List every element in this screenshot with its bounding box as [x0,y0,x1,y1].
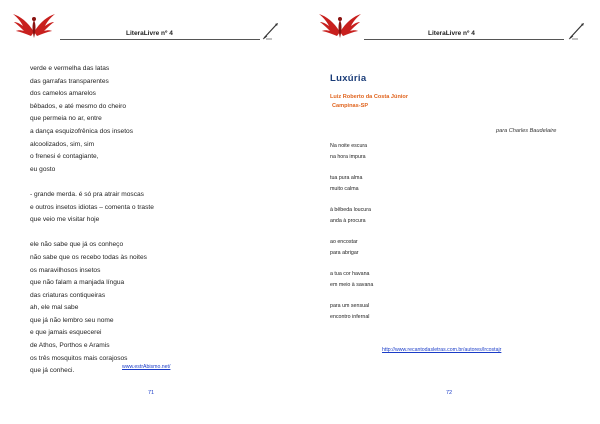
poem-line: bêbados, e até mesmo do cheiro [30,102,127,110]
stanza-break [330,290,530,301]
poem-line: os três mosquitos mais corajosos [30,354,128,362]
poem-line: à bêbeda loucura [330,207,371,213]
poem-line: anda à procura [330,217,366,224]
header-title: LiteraLivre nº 4 [428,30,475,37]
poem-line: alcoolizados, sim, sim [30,140,95,148]
stanza-break [330,162,530,173]
poem-line: os maravilhosos insetos [30,266,101,274]
poem-line: em meio à savana [330,281,374,288]
winged-logo-icon [318,10,362,40]
poem-line: e outros insetos idiotas – comenta o traste [30,203,154,211]
poem-line: que permeia no ar, entre [30,115,102,123]
page-number: 71 [148,390,155,396]
stanza-break [330,226,530,237]
poem-line: na hora impura [330,153,366,160]
poem-line: ele não sabe que já os conheço [30,241,124,249]
poem-line: a tua cor havana [330,271,370,277]
source-link[interactable]: www.estrAbismo.net/ [122,364,171,370]
author-city: Campinas-SP [332,103,369,109]
page-number: 72 [446,390,453,396]
poem-text [30,63,270,378]
author-name: Luiz Roberto da Costa Júnior [330,94,409,100]
source-link[interactable]: http://www.recantodasletras.com.br/autores/lrcostajr [382,347,502,353]
poem-line: das garrafas transparentes [30,77,109,85]
poem-line: ao encostar [330,239,358,245]
poem-line: que já conheci. [30,367,75,375]
poem-line: que já não lembro seu nome [30,316,114,324]
poem-line: - grande merda. é só pra atrair moscas [30,190,144,198]
poem-line: não sabe que os recebo todas às noites [30,253,147,261]
poem-line: das criaturas contiqueiras [30,291,106,299]
poem-line: eu gosto [30,165,56,173]
poem-line: ah, ele mal sabe [30,304,79,312]
stanza-break [30,227,270,240]
header-rule [60,39,260,40]
stanza-break [330,258,530,269]
poem-line: e que jamais esquecerei [30,329,102,337]
poem-line: a dança esquizofrênica dos insetos [30,127,134,135]
poem-text [330,141,530,322]
dedication: para Charles Baudelaire [496,128,557,134]
poem-line: para um sensual [330,303,370,309]
poem-title: Luxúria [330,73,367,84]
quill-pen-icon [262,22,280,40]
poem-line: dos camelos amarelos [30,90,96,98]
poem-line: tua pura alma [330,175,363,181]
poem-line: que não falam a manjada língua [30,279,125,287]
poem-line: que veio me visitar hoje [30,216,100,224]
poem-line: muito calma [330,185,359,192]
poem-line: de Athos, Porthos e Aramis [30,342,110,350]
header-title: LiteraLivre nº 4 [126,30,173,37]
poem-line: para abrigar [330,249,359,256]
poem-line: verde e vermelha das latas [30,65,110,72]
header-rule [364,39,564,40]
stanza-break [30,176,270,189]
stanza-break [330,194,530,205]
poem-line: o frenesi é contagiante, [30,153,99,161]
quill-pen-icon [568,22,586,40]
poem-line: Na noite escura [330,143,368,149]
winged-logo-icon [12,10,56,40]
poem-line: encontro infernal [330,313,370,320]
